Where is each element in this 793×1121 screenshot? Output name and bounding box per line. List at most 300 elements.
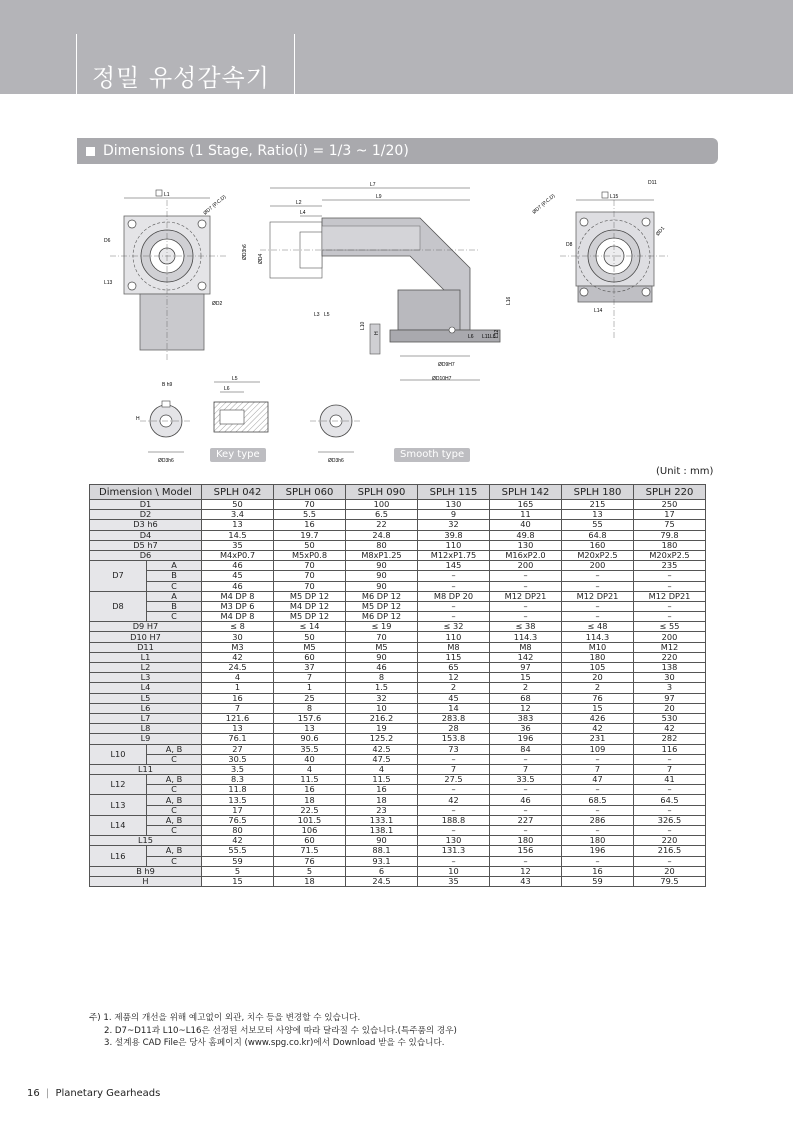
table-cell: – — [490, 601, 562, 611]
front-l13-label: L13 — [104, 280, 113, 286]
table-cell: 116 — [634, 744, 706, 754]
model-header: SPLH 090 — [346, 485, 418, 500]
table-cell: 8 — [346, 673, 418, 683]
table-cell: 8.3 — [202, 775, 274, 785]
table-cell: 8 — [274, 703, 346, 713]
table-cell: 216.2 — [346, 713, 418, 723]
model-header: SPLH 115 — [418, 485, 490, 500]
table-cell: M12 DP21 — [562, 591, 634, 601]
table-cell: 3 — [634, 683, 706, 693]
table-row — [90, 856, 706, 866]
front-pcd-label: ØD7 (P.C.D) — [202, 194, 228, 217]
table-cell: 1 — [202, 683, 274, 693]
row-label: L2 — [90, 663, 202, 673]
row-label: D11 — [90, 642, 202, 652]
table-cell: 46 — [346, 663, 418, 673]
table-cell: 215 — [562, 500, 634, 510]
table-cell: 16 — [562, 866, 634, 876]
table-cell: 18 — [274, 795, 346, 805]
table-cell: 7 — [634, 764, 706, 774]
table-cell: 180 — [490, 836, 562, 846]
row-label: L6 — [90, 703, 202, 713]
table-cell: 12 — [418, 673, 490, 683]
front-d2-label: ØD2 — [212, 301, 223, 307]
table-cell: 200 — [562, 561, 634, 571]
table-cell: 11.8 — [202, 785, 274, 795]
table-cell: M8xP1.25 — [346, 550, 418, 560]
row-label: L15 — [90, 836, 202, 846]
table-row — [90, 622, 706, 632]
table-cell: – — [634, 805, 706, 815]
side-h-label: H — [374, 331, 380, 335]
table-row — [90, 693, 706, 703]
table-cell: 50 — [274, 632, 346, 642]
table-cell: 71.5 — [274, 846, 346, 856]
table-cell: 130 — [418, 836, 490, 846]
table-cell: M12 — [634, 642, 706, 652]
section-title: Dimensions (1 Stage, Ratio(i) = 1/3 ~ 1/20) — [103, 143, 409, 159]
table-cell: 80 — [202, 826, 274, 836]
table-row — [90, 663, 706, 673]
side-d9-label: ØD9H7 — [438, 362, 455, 368]
row-label: L3 — [90, 673, 202, 683]
table-cell: – — [634, 826, 706, 836]
row-label: L5 — [90, 693, 202, 703]
table-cell: 19.7 — [274, 530, 346, 540]
table-cell: 180 — [562, 652, 634, 662]
table-row — [90, 866, 706, 876]
table-cell: 426 — [562, 713, 634, 723]
table-cell: ≤ 32 — [418, 622, 490, 632]
table-cell: ≤ 19 — [346, 622, 418, 632]
table-cell: 30 — [634, 673, 706, 683]
row-label: D10 H7 — [90, 632, 202, 642]
side-d3-label: ØD3h6 — [242, 244, 248, 260]
table-cell: 138 — [634, 663, 706, 673]
table-cell: ≤ 38 — [490, 622, 562, 632]
row-label: L9 — [90, 734, 202, 744]
table-cell: M8 — [418, 642, 490, 652]
table-cell: 12 — [490, 703, 562, 713]
table-cell: 64.8 — [562, 530, 634, 540]
table-cell: 10 — [418, 866, 490, 876]
side-l16-label: L16 — [506, 296, 512, 305]
table-cell: 16 — [346, 785, 418, 795]
table-cell: 80 — [346, 540, 418, 550]
table-cell: – — [418, 571, 490, 581]
table-cell: 76 — [562, 693, 634, 703]
table-cell: 13 — [562, 510, 634, 520]
table-cell: 13 — [202, 724, 274, 734]
table-cell: 4 — [346, 764, 418, 774]
table-cell: 13 — [202, 520, 274, 530]
table-cell: 15 — [202, 876, 274, 886]
table-cell: 24.8 — [346, 530, 418, 540]
table-cell: M6 DP 12 — [346, 612, 418, 622]
table-cell: 25 — [274, 693, 346, 703]
table-cell: 18 — [274, 876, 346, 886]
table-cell: 16 — [202, 693, 274, 703]
row-sublabel: C — [147, 856, 202, 866]
table-row — [90, 734, 706, 744]
row-label: D4 — [90, 530, 202, 540]
table-cell: 133.1 — [346, 815, 418, 825]
table-cell: 90 — [346, 836, 418, 846]
table-row — [90, 764, 706, 774]
table-cell: M4 DP 8 — [202, 591, 274, 601]
table-cell: 196 — [562, 846, 634, 856]
table-cell: 10 — [346, 703, 418, 713]
row-sublabel: B — [147, 601, 202, 611]
row-label: L14 — [90, 815, 147, 835]
row-label: L16 — [90, 846, 147, 866]
table-row — [90, 510, 706, 520]
table-row — [90, 571, 706, 581]
table-row — [90, 876, 706, 886]
key-d3-label: ØD3h6 — [158, 458, 174, 464]
table-cell: 97 — [490, 663, 562, 673]
table-cell: – — [418, 805, 490, 815]
row-label: L12 — [90, 775, 147, 795]
table-cell: 35.5 — [274, 744, 346, 754]
key-b-label: B h9 — [162, 382, 173, 388]
table-cell: 42 — [562, 724, 634, 734]
table-cell: 93.1 — [346, 856, 418, 866]
table-cell: 20 — [634, 703, 706, 713]
smooth-d3-label: ØD3h6 — [328, 458, 344, 464]
row-label: D7 — [90, 561, 147, 592]
table-cell: 138.1 — [346, 826, 418, 836]
table-row — [90, 601, 706, 611]
table-row — [90, 846, 706, 856]
table-cell: M20xP2.5 — [562, 550, 634, 560]
table-cell: 24.5 — [202, 663, 274, 673]
table-cell: 17 — [634, 510, 706, 520]
table-cell: M5xP0.8 — [274, 550, 346, 560]
table-cell: 3.5 — [202, 764, 274, 774]
table-row — [90, 795, 706, 805]
table-row — [90, 632, 706, 642]
table-row — [90, 612, 706, 622]
side-l10-label: L10 — [360, 321, 366, 330]
dimension-drawing — [0, 0, 793, 470]
table-cell: 24.5 — [346, 876, 418, 886]
row-sublabel: C — [147, 612, 202, 622]
row-label: L7 — [90, 713, 202, 723]
front-l1-label: L1 — [164, 192, 170, 198]
table-cell: 11.5 — [346, 775, 418, 785]
table-row — [90, 744, 706, 754]
model-header: SPLH 042 — [202, 485, 274, 500]
table-cell: 156 — [490, 846, 562, 856]
table-cell: 42 — [418, 795, 490, 805]
table-cell: 20 — [634, 866, 706, 876]
note-line: 2. D7~D11과 L10~L16은 선정된 서보모터 사양에 따라 달라질 수 있습니다.(특주품의 경우) — [104, 1025, 457, 1036]
table-cell: 90.6 — [274, 734, 346, 744]
side-l12-label: L12 — [494, 329, 500, 338]
table-cell: 47 — [562, 775, 634, 785]
table-cell: 131.3 — [418, 846, 490, 856]
row-sublabel: A, B — [147, 744, 202, 754]
side-l3-label: L3 — [314, 312, 320, 318]
table-cell: 70 — [346, 632, 418, 642]
side-l9-label: L9 — [376, 194, 382, 200]
table-cell: 13 — [274, 724, 346, 734]
right-pcd-label: ØD7 (P.C.D) — [531, 193, 557, 216]
table-cell: 76.1 — [202, 734, 274, 744]
table-cell: 326.5 — [634, 815, 706, 825]
table-cell: 165 — [490, 500, 562, 510]
table-cell: 11.5 — [274, 775, 346, 785]
table-cell: 76 — [274, 856, 346, 866]
row-label: D1 — [90, 500, 202, 510]
table-cell: 16 — [274, 520, 346, 530]
table-cell: 68 — [490, 693, 562, 703]
table-cell: ≤ 14 — [274, 622, 346, 632]
table-cell: – — [562, 826, 634, 836]
table-cell: 70 — [274, 571, 346, 581]
table-cell: 130 — [418, 500, 490, 510]
table-cell: M5 DP 12 — [346, 601, 418, 611]
table-cell: 35 — [202, 540, 274, 550]
table-cell: 1 — [274, 683, 346, 693]
key-h-label: H — [136, 416, 140, 422]
table-row — [90, 724, 706, 734]
table-cell: – — [418, 601, 490, 611]
side-l4-label: L4 — [300, 210, 306, 216]
table-cell: 42 — [202, 652, 274, 662]
table-cell: 42.5 — [346, 744, 418, 754]
page-footer — [27, 1088, 160, 1099]
notes — [89, 1012, 457, 1050]
table-cell: M12 DP21 — [490, 591, 562, 601]
table-cell: 235 — [634, 561, 706, 571]
table-cell: 70 — [274, 561, 346, 571]
row-sublabel: A, B — [147, 846, 202, 856]
table-cell: 18 — [346, 795, 418, 805]
table-row — [90, 826, 706, 836]
table-cell: 45 — [418, 693, 490, 703]
table-cell: 30.5 — [202, 754, 274, 764]
table-cell: 15 — [562, 703, 634, 713]
table-cell: 22 — [346, 520, 418, 530]
table-cell: 84 — [490, 744, 562, 754]
table-cell: M4 DP 12 — [274, 601, 346, 611]
table-cell: 14 — [418, 703, 490, 713]
footer-separator: | — [45, 1088, 50, 1099]
table-row — [90, 775, 706, 785]
row-sublabel: C — [147, 826, 202, 836]
table-row — [90, 703, 706, 713]
table-row — [90, 591, 706, 601]
footer-text: Planetary Gearheads — [55, 1088, 161, 1099]
table-cell: 90 — [346, 571, 418, 581]
table-cell: 42 — [634, 724, 706, 734]
row-sublabel: A, B — [147, 795, 202, 805]
row-sublabel: A, B — [147, 775, 202, 785]
side-l8-label: L8 — [490, 334, 496, 340]
table-cell: 153.8 — [418, 734, 490, 744]
table-body — [90, 500, 706, 887]
table-cell: 115 — [418, 652, 490, 662]
table-cell: 70 — [274, 581, 346, 591]
table-row — [90, 785, 706, 795]
table-cell: 40 — [490, 520, 562, 530]
row-label: L1 — [90, 652, 202, 662]
table-cell: M20xP2.5 — [634, 550, 706, 560]
table-cell: – — [634, 612, 706, 622]
key-l6-label: L6 — [224, 386, 230, 392]
row-label: L4 — [90, 683, 202, 693]
table-cell: 27 — [202, 744, 274, 754]
table-cell: – — [490, 581, 562, 591]
table-cell: 55.5 — [202, 846, 274, 856]
table-cell: 3.4 — [202, 510, 274, 520]
table-cell: 220 — [634, 836, 706, 846]
table-cell: 55 — [562, 520, 634, 530]
table-cell: – — [490, 805, 562, 815]
table-row — [90, 836, 706, 846]
table-cell: 383 — [490, 713, 562, 723]
table-cell: 130 — [490, 540, 562, 550]
table-cell: 106 — [274, 826, 346, 836]
row-sublabel: C — [147, 805, 202, 815]
table-cell: ≤ 55 — [634, 622, 706, 632]
table-cell: 43 — [490, 876, 562, 886]
table-cell: 39.8 — [418, 530, 490, 540]
row-sublabel: A — [147, 591, 202, 601]
table-cell: 114.3 — [562, 632, 634, 642]
table-cell: 231 — [562, 734, 634, 744]
table-cell: 2 — [490, 683, 562, 693]
table-cell: 59 — [562, 876, 634, 886]
table-cell: – — [562, 785, 634, 795]
table-cell: 41 — [634, 775, 706, 785]
dimension-table — [89, 484, 706, 887]
table-row — [90, 683, 706, 693]
table-cell: 200 — [634, 632, 706, 642]
table-row — [90, 561, 706, 571]
table-cell: 145 — [418, 561, 490, 571]
table-cell: 79.5 — [634, 876, 706, 886]
table-cell: – — [634, 581, 706, 591]
side-d4-label: ØD4 — [258, 253, 264, 264]
row-label: L11 — [90, 764, 202, 774]
table-cell: 59 — [202, 856, 274, 866]
table-cell: 196 — [490, 734, 562, 744]
table-cell: 6 — [346, 866, 418, 876]
table-cell: 7 — [274, 673, 346, 683]
table-cell: 4 — [274, 764, 346, 774]
table-cell: 60 — [274, 652, 346, 662]
table-cell: 28 — [418, 724, 490, 734]
table-cell: 286 — [562, 815, 634, 825]
table-cell: M12xP1.75 — [418, 550, 490, 560]
table-cell: 13.5 — [202, 795, 274, 805]
table-cell: 5 — [202, 866, 274, 876]
table-cell: – — [490, 826, 562, 836]
table-cell: 30 — [202, 632, 274, 642]
table-cell: – — [562, 856, 634, 866]
right-d8-label: D8 — [566, 242, 573, 248]
table-row — [90, 530, 706, 540]
model-header: SPLH 142 — [490, 485, 562, 500]
table-cell: M6 DP 12 — [346, 591, 418, 601]
table-cell: – — [490, 785, 562, 795]
row-label: L8 — [90, 724, 202, 734]
table-row — [90, 754, 706, 764]
table-row — [90, 581, 706, 591]
table-cell: 68.5 — [562, 795, 634, 805]
table-cell: 90 — [346, 581, 418, 591]
table-cell: 60 — [274, 836, 346, 846]
table-cell: 32 — [418, 520, 490, 530]
side-l5-label: L5 — [324, 312, 330, 318]
table-cell: – — [634, 571, 706, 581]
table-cell: M3 — [202, 642, 274, 652]
table-cell: – — [418, 785, 490, 795]
table-row — [90, 520, 706, 530]
table-cell: 46 — [202, 581, 274, 591]
table-cell: 15 — [490, 673, 562, 683]
table-cell: ≤ 8 — [202, 622, 274, 632]
table-cell: 23 — [346, 805, 418, 815]
table-cell: 14.5 — [202, 530, 274, 540]
table-row — [90, 550, 706, 560]
table-cell: 22.5 — [274, 805, 346, 815]
table-cell: 125.2 — [346, 734, 418, 744]
table-cell: M3 DP 6 — [202, 601, 274, 611]
table-cell: 110 — [418, 540, 490, 550]
row-label: D5 h7 — [90, 540, 202, 550]
row-label: D2 — [90, 510, 202, 520]
key-l5-label: L5 — [232, 376, 238, 382]
table-cell: 47.5 — [346, 754, 418, 764]
table-cell: 90 — [346, 561, 418, 571]
table-cell: 7 — [202, 703, 274, 713]
table-row — [90, 642, 706, 652]
table-cell: – — [562, 581, 634, 591]
row-label: D9 H7 — [90, 622, 202, 632]
table-cell: – — [490, 856, 562, 866]
table-corner-header: Dimension \ Model — [90, 485, 202, 500]
row-label: D8 — [90, 591, 147, 622]
table-row — [90, 805, 706, 815]
table-cell: 73 — [418, 744, 490, 754]
table-cell: M10 — [562, 642, 634, 652]
table-cell: M5 DP 12 — [274, 612, 346, 622]
table-cell: 110 — [418, 632, 490, 642]
table-cell: – — [562, 754, 634, 764]
table-cell: 2 — [562, 683, 634, 693]
table-cell: 530 — [634, 713, 706, 723]
table-cell: 33.5 — [490, 775, 562, 785]
table-cell: 180 — [562, 836, 634, 846]
table-cell: M5 — [346, 642, 418, 652]
table-row — [90, 540, 706, 550]
key-shaft-view — [136, 382, 192, 464]
side-l6-label: L6 — [468, 334, 474, 340]
row-label: B h9 — [90, 866, 202, 876]
table-cell: 227 — [490, 815, 562, 825]
table-cell: 97 — [634, 693, 706, 703]
key-type-tag: Key type — [210, 448, 266, 462]
table-cell: 157.6 — [274, 713, 346, 723]
note-line: 3. 설계용 CAD File은 당사 홈페이지 (www.spg.co.kr)에서 Download 받을 수 있습니다. — [104, 1038, 445, 1048]
table-cell: 188.8 — [418, 815, 490, 825]
table-cell: 5.5 — [274, 510, 346, 520]
table-cell: 50 — [202, 500, 274, 510]
